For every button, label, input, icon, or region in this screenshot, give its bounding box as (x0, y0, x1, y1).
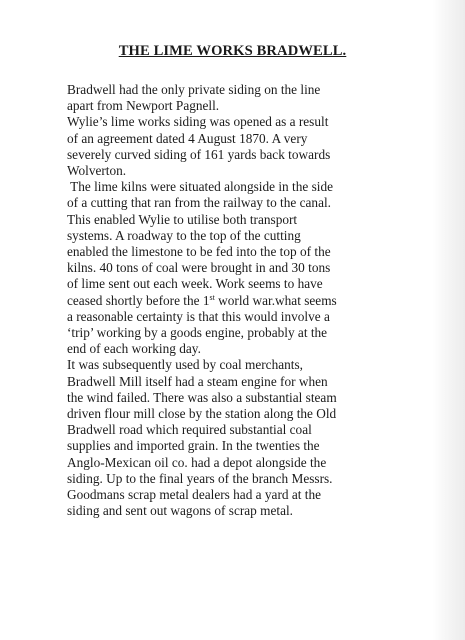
body-line: siding and sent out wagons of scrap metal. (67, 503, 294, 519)
body-line: Wylie’s lime works siding was opened as a result (67, 114, 329, 130)
body-line: apart from Newport Pagnell. (67, 98, 220, 114)
body-line: Bradwell Mill itself had a steam engine for when (67, 373, 328, 389)
body-line: driven flour mill close by the station along the Old (67, 406, 337, 422)
document-title: THE LIME WORKS BRADWELL. (118, 43, 347, 59)
ww1-pre-text: ceased shortly before the 1 (67, 292, 210, 308)
body-line: Wolverton. (67, 163, 127, 179)
body-line: supplies and imported grain. In the twenties the (67, 438, 320, 454)
body-line: systems. A roadway to the top of the cutting (67, 227, 301, 243)
body-line: enabled the limestone to be fed into the top of the (67, 244, 331, 260)
body-line-ww1 (67, 293, 387, 309)
body-line: of lime sent out each week. Work seems to have (67, 276, 323, 292)
body-line: severely curved siding of 161 yards back towards (67, 146, 331, 162)
ww1-post-text: world war.what seems (214, 292, 337, 308)
body-line: It was subsequently used by coal merchants, (67, 357, 303, 373)
body-line: Goodmans scrap metal dealers had a yard at the (67, 487, 322, 503)
body-line: Bradwell road which required substantial coal (67, 422, 312, 438)
body-line: of a cutting that ran from the railway to the canal. (67, 195, 331, 211)
document-body (67, 82, 387, 519)
body-line: end of each working day. (67, 341, 201, 357)
body-line: This enabled Wylie to utilise both transport (67, 211, 298, 227)
ordinal-superscript: st (209, 292, 215, 302)
body-line: The lime kilns were situated alongside in the side (67, 179, 334, 195)
body-line: ‘trip’ working by a goods engine, probably at the (67, 325, 328, 341)
body-line: the wind failed. There was also a substantial steam (67, 389, 337, 405)
body-line: Bradwell had the only private siding on the line (67, 82, 321, 97)
body-line: of an agreement dated 4 August 1870. A very (67, 130, 308, 146)
body-line: siding. Up to the final years of the branch Messrs. (67, 470, 333, 486)
body-line: Anglo-Mexican oil co. had a depot alongside the (67, 454, 327, 470)
body-line: a reasonable certainty is that this would involve a (67, 308, 330, 324)
body-line: kilns. 40 tons of coal were brought in and 30 tons (67, 260, 331, 276)
